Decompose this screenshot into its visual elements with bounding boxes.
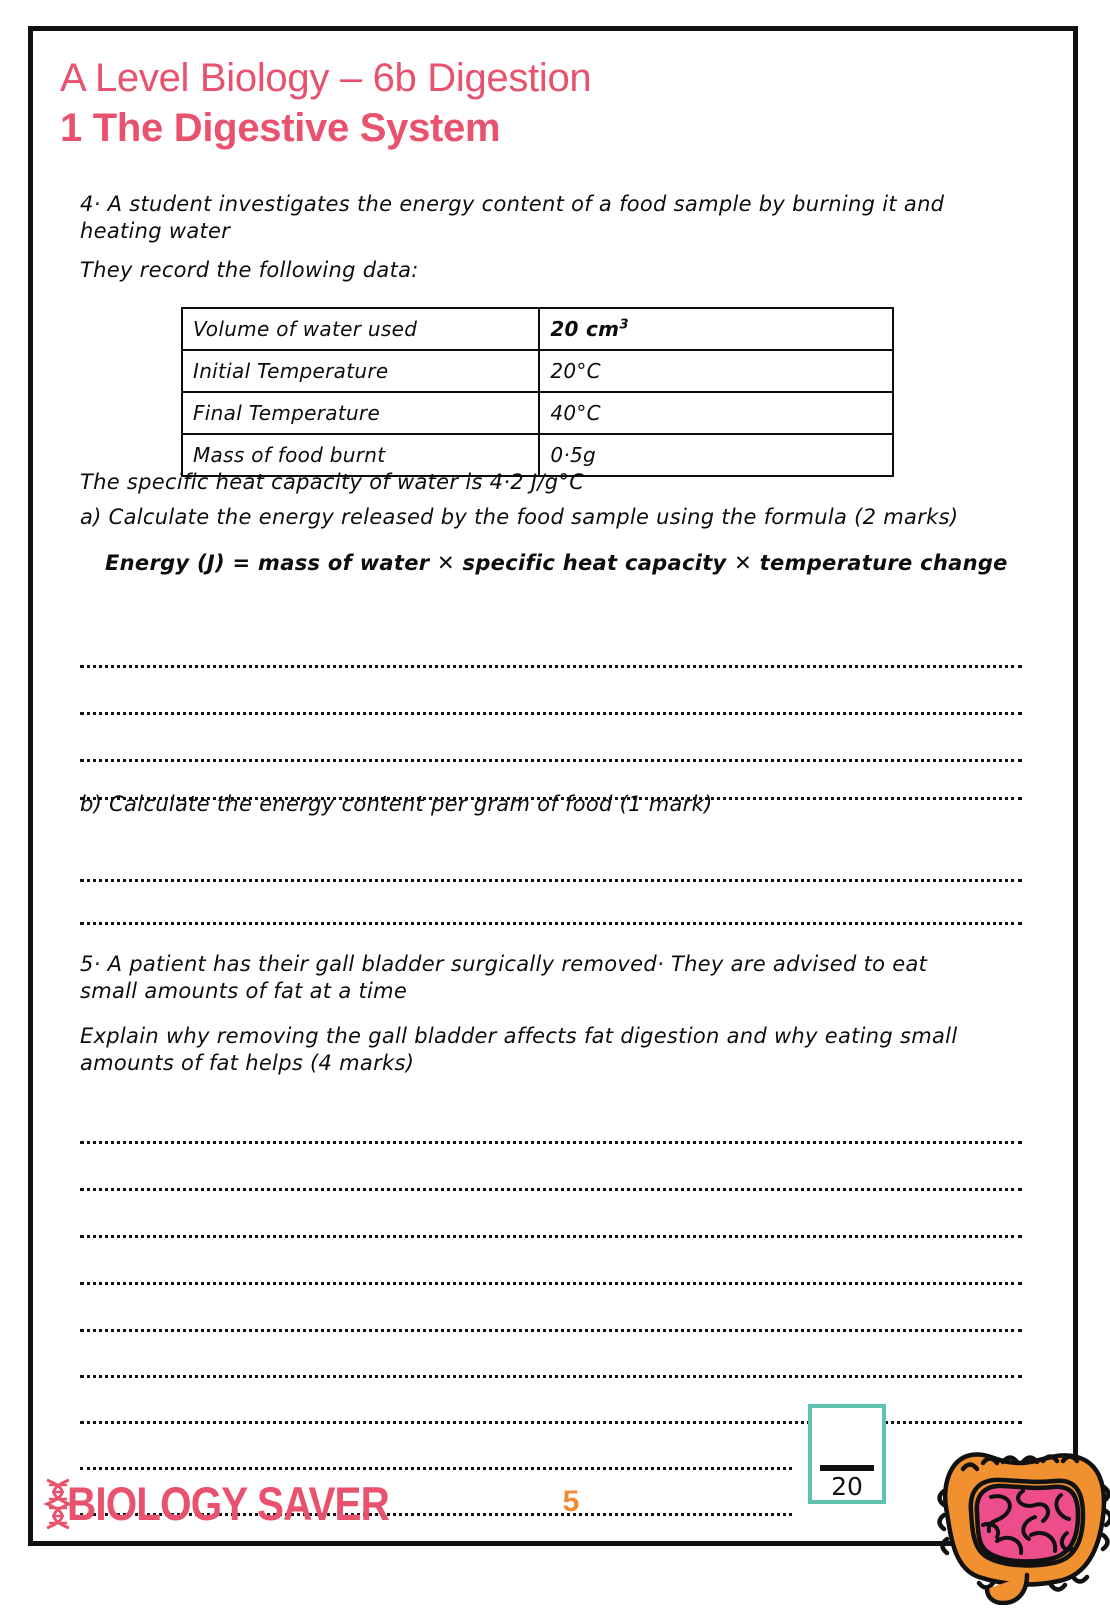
table-cell-value-text: 20 cm [550, 317, 620, 341]
answer-line[interactable] [80, 879, 1022, 882]
table-cell-value [539, 308, 893, 350]
table-cell-value-sup: 3 [619, 317, 629, 333]
table-row [182, 392, 893, 434]
brand-logo [41, 1475, 441, 1531]
question-4-line-3: They record the following data: [80, 258, 419, 282]
table-cell-label: Mass of food burnt [182, 434, 539, 476]
answer-line[interactable] [80, 759, 1022, 762]
answer-line[interactable] [80, 922, 1022, 925]
brand-logo-text: BIOLOGY SAVER [67, 1476, 389, 1530]
dna-helix-icon [41, 1477, 75, 1529]
answer-line[interactable] [80, 712, 1022, 715]
question-4a-prompt: a) Calculate the energy released by the food sample using the formula (2 marks) [80, 505, 959, 529]
question-5-stem [80, 951, 1022, 1005]
table-cell-label: Final Temperature [182, 392, 539, 434]
answer-line[interactable] [80, 665, 1022, 668]
title-subject-line: A Level Biology – 6b Digestion [60, 56, 592, 100]
energy-formula: Energy (J) = mass of water ✕ specific heat capacity ✕ temperature change [105, 551, 1008, 575]
table-cell-value: 0·5g [539, 434, 893, 476]
answer-line[interactable] [80, 1467, 792, 1470]
table-cell-label: Initial Temperature [182, 350, 539, 392]
question-4-stem [80, 191, 1022, 284]
answer-line[interactable] [80, 1188, 1022, 1191]
answer-line[interactable] [80, 1329, 1022, 1332]
answer-line[interactable] [80, 1235, 1022, 1238]
answer-line[interactable] [80, 1141, 1022, 1144]
score-total-marks: 20 [831, 1472, 863, 1501]
table-cell-value: 40°C [539, 392, 893, 434]
worksheet-page [28, 26, 1078, 1546]
question-4-line-2: heating water [80, 219, 231, 243]
question-5-prompt-line-2: amounts of fat helps (4 marks) [80, 1051, 415, 1075]
page-number: 5 [562, 1485, 580, 1518]
title-topic-line: 1 The Digestive System [60, 106, 501, 150]
answer-line[interactable] [80, 1282, 1022, 1285]
question-4-line-1: 4· A student investigates the energy content of a food sample by burning it and [80, 192, 945, 216]
score-fraction-bar [820, 1465, 874, 1471]
table-cell-value: 20°C [539, 350, 893, 392]
table-row [182, 350, 893, 392]
intestines-icon [931, 1425, 1110, 1605]
table-row [182, 308, 893, 350]
answer-line[interactable] [80, 1375, 1022, 1378]
question-4b-prompt: b) Calculate the energy content per gram of food (1 mark) [80, 792, 713, 816]
page-title [60, 54, 1040, 152]
specific-heat-capacity-note: The specific heat capacity of water is 4·2 J/g°C [80, 470, 585, 494]
score-box [808, 1404, 886, 1504]
page-content [33, 31, 1073, 1541]
table-cell-label: Volume of water used [182, 308, 539, 350]
answer-line[interactable] [80, 797, 1022, 800]
question-5-line-2: small amounts of fat at a time [80, 979, 408, 1003]
question-5-prompt [80, 1023, 1022, 1077]
question-5-prompt-line-1: Explain why removing the gall bladder affects fat digestion and why eating small [80, 1024, 958, 1048]
experiment-data-table [181, 307, 894, 477]
question-5-line-1: 5· A patient has their gall bladder surgically removed· They are advised to eat [80, 952, 928, 976]
